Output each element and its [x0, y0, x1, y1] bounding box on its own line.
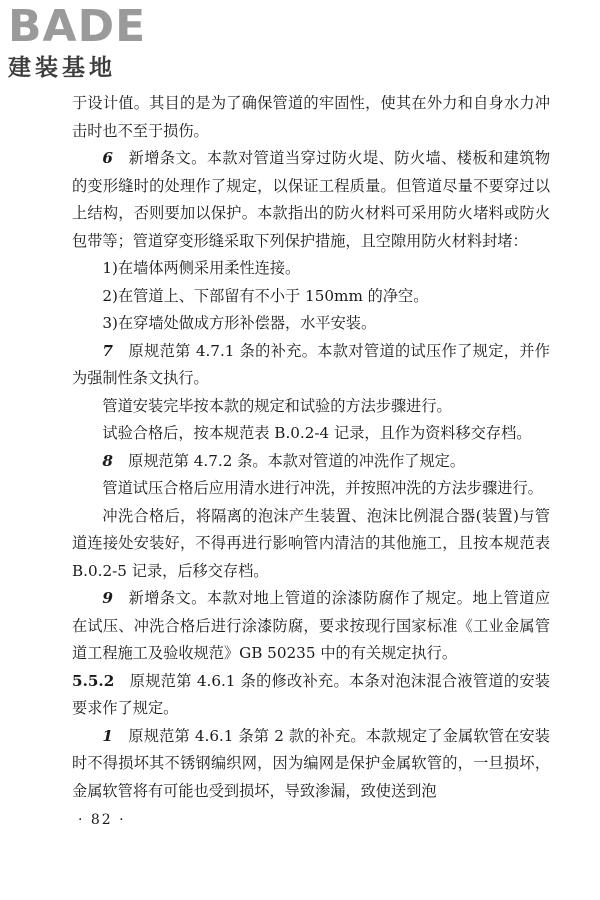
- paragraph: 1 原规范第 4.6.1 条第 2 款的补充。本款规定了金属软管在安装时不得损坏其不锈钢编织网，因为编网是保护金属软管的，一旦损坏，金属软管将有可能也受到损坏，导致渗漏，致使送到泡: [72, 726, 550, 800]
- section-number: 5.5.2: [72, 671, 115, 690]
- paragraph: 于设计值。其目的是为了确保管道的牢固性，使其在外力和自身水力冲击时也不至于损伤。: [72, 94, 550, 140]
- clause-number: 8: [102, 451, 113, 470]
- paragraph: 管道试压合格后应用清水进行冲洗，并按照冲洗的方法步骤进行。: [102, 479, 543, 497]
- page-number: · 82 ·: [78, 812, 126, 828]
- bade-logo: [8, 1, 178, 84]
- list-item: 3)在穿墙处做成方形补偿器，水平安装。: [102, 314, 377, 332]
- paragraph: 管道安装完毕按本款的规定和试验的方法步骤进行。: [102, 396, 452, 415]
- document-body: [72, 90, 550, 805]
- paragraph: 9 新增条文。本款对地上管道的涂漆防腐作了规定。地上管道应在试压、冲洗合格后进行涂漆防腐，要求按现行国家标准《工业金属管道工程施工及验收规范》GB 50235 中的有关规定执行。: [72, 589, 550, 662]
- clause-number: 7: [102, 341, 113, 360]
- logo-title: BADE: [8, 1, 147, 52]
- clause-number: 6: [102, 149, 113, 167]
- list-item: 1)在墙体两侧采用柔性连接。: [102, 259, 301, 277]
- paragraph: 试验合格后，按本规范表 B.0.2-4 记录，且作为资料移交存档。: [102, 424, 532, 442]
- paragraph: 7 原规范第 4.7.1 条的补充。本款对管道的试压作了规定，并作为强制性条文执行。: [72, 341, 550, 387]
- list-item: 2)在管道上、下部留有不小于 150mm 的净空。: [102, 286, 429, 305]
- paragraph: 冲洗合格后，将隔离的泡沫产生装置、泡沫比例混合器(装置)与管道连接处安装好，不得再进行影响管内清洁的其他施工，且按本规范表 B.0.2-5 记录，后移交存档。: [72, 506, 550, 580]
- clause-number: 1: [102, 726, 113, 745]
- paragraph: 8 原规范第 4.7.2 条。本款对管道的冲洗作了规定。: [102, 451, 466, 470]
- logo-subtitle: 建装基地: [8, 55, 116, 81]
- clause-number: 9: [102, 589, 113, 607]
- section-paragraph: 5.5.2 原规范第 4.6.1 条的修改补充。本条对泡沫混合液管道的安装要求作了规定。: [72, 671, 550, 717]
- paragraph: 6 新增条文。本款对管道当穿过防火堤、防火墙、楼板和建筑物的变形缝时的处理作了规定，以保证工程质量。但管道尽量不要穿过以上结构，否则要加以保护。本款指出的防火材料可采用防火堵料或防火包带等；管道穿变形缝采取下列保护措施，且空隙用防火材料封堵：: [72, 149, 550, 250]
